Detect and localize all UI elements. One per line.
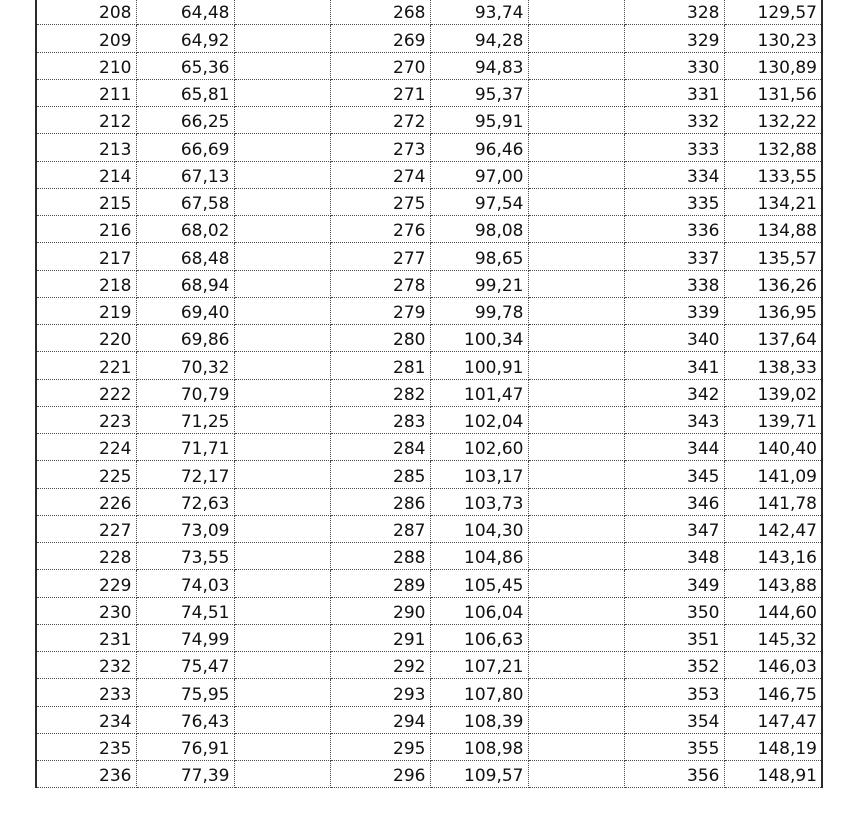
value-cell: 129,57 — [724, 0, 822, 25]
value-cell: 136,95 — [724, 297, 822, 324]
value-cell: 102,04 — [430, 406, 528, 433]
row-number-cell: 233 — [36, 679, 136, 706]
row-number-cell: 216 — [36, 216, 136, 243]
value-cell: 134,88 — [724, 216, 822, 243]
table-row — [36, 488, 822, 515]
spacer-cell — [528, 461, 624, 488]
value-cell: 71,71 — [136, 434, 234, 461]
value-cell: 100,34 — [430, 325, 528, 352]
spacer-cell — [528, 325, 624, 352]
value-cell: 75,47 — [136, 652, 234, 679]
value-cell: 106,04 — [430, 597, 528, 624]
value-cell: 68,94 — [136, 270, 234, 297]
row-number-cell: 279 — [330, 297, 430, 324]
value-cell: 67,58 — [136, 188, 234, 215]
row-number-cell: 230 — [36, 597, 136, 624]
table-row — [36, 161, 822, 188]
value-cell: 108,98 — [430, 733, 528, 760]
spacer-cell — [528, 624, 624, 651]
row-number-cell: 225 — [36, 461, 136, 488]
spacer-cell — [528, 733, 624, 760]
value-cell: 106,63 — [430, 624, 528, 651]
value-cell: 148,19 — [724, 733, 822, 760]
spacer-cell — [234, 25, 330, 52]
row-number-cell: 343 — [624, 406, 724, 433]
value-cell: 138,33 — [724, 352, 822, 379]
row-number-cell: 269 — [330, 25, 430, 52]
value-cell: 139,71 — [724, 406, 822, 433]
row-number-cell: 290 — [330, 597, 430, 624]
spacer-cell — [234, 0, 330, 25]
value-cell: 95,91 — [430, 107, 528, 134]
row-number-cell: 292 — [330, 652, 430, 679]
row-number-cell: 352 — [624, 652, 724, 679]
value-cell: 66,25 — [136, 107, 234, 134]
row-number-cell: 209 — [36, 25, 136, 52]
spacer-cell — [528, 570, 624, 597]
table-row — [36, 652, 822, 679]
table-row — [36, 79, 822, 106]
spacer-cell — [234, 297, 330, 324]
row-number-cell: 333 — [624, 134, 724, 161]
value-cell: 99,21 — [430, 270, 528, 297]
spacer-cell — [528, 134, 624, 161]
table-row — [36, 270, 822, 297]
spacer-cell — [528, 352, 624, 379]
row-number-cell: 349 — [624, 570, 724, 597]
value-cell: 146,75 — [724, 679, 822, 706]
value-cell: 102,60 — [430, 434, 528, 461]
row-number-cell: 270 — [330, 52, 430, 79]
value-cell: 97,00 — [430, 161, 528, 188]
spacer-cell — [234, 216, 330, 243]
row-number-cell: 276 — [330, 216, 430, 243]
spacer-cell — [528, 25, 624, 52]
spacer-cell — [234, 543, 330, 570]
row-number-cell: 224 — [36, 434, 136, 461]
spacer-cell — [234, 161, 330, 188]
row-number-cell: 221 — [36, 352, 136, 379]
spacer-cell — [234, 733, 330, 760]
spacer-cell — [528, 270, 624, 297]
row-number-cell: 231 — [36, 624, 136, 651]
spacer-cell — [234, 461, 330, 488]
row-number-cell: 355 — [624, 733, 724, 760]
table-row — [36, 352, 822, 379]
spacer-cell — [234, 434, 330, 461]
row-number-cell: 353 — [624, 679, 724, 706]
value-cell: 98,65 — [430, 243, 528, 270]
row-number-cell: 219 — [36, 297, 136, 324]
spacer-cell — [234, 515, 330, 542]
value-cell: 141,09 — [724, 461, 822, 488]
spacer-cell — [528, 488, 624, 515]
table-row — [36, 379, 822, 406]
value-cell: 97,54 — [430, 188, 528, 215]
spacer-cell — [528, 161, 624, 188]
value-cell: 133,55 — [724, 161, 822, 188]
table-body — [36, 0, 822, 788]
row-number-cell: 285 — [330, 461, 430, 488]
row-number-cell: 275 — [330, 188, 430, 215]
value-cell: 68,02 — [136, 216, 234, 243]
row-number-cell: 282 — [330, 379, 430, 406]
value-cell: 144,60 — [724, 597, 822, 624]
row-number-cell: 291 — [330, 624, 430, 651]
spacer-cell — [234, 624, 330, 651]
row-number-cell: 294 — [330, 706, 430, 733]
value-cell: 66,69 — [136, 134, 234, 161]
table-row — [36, 543, 822, 570]
row-number-cell: 345 — [624, 461, 724, 488]
row-number-cell: 213 — [36, 134, 136, 161]
table-row — [36, 25, 822, 52]
row-number-cell: 229 — [36, 570, 136, 597]
spacer-cell — [528, 679, 624, 706]
row-number-cell: 273 — [330, 134, 430, 161]
spacer-cell — [528, 107, 624, 134]
row-number-cell: 236 — [36, 761, 136, 788]
row-number-cell: 335 — [624, 188, 724, 215]
value-cell: 69,86 — [136, 325, 234, 352]
row-number-cell: 356 — [624, 761, 724, 788]
row-number-cell: 330 — [624, 52, 724, 79]
row-number-cell: 332 — [624, 107, 724, 134]
row-number-cell: 208 — [36, 0, 136, 25]
value-cell: 77,39 — [136, 761, 234, 788]
row-number-cell: 228 — [36, 543, 136, 570]
spacer-cell — [528, 216, 624, 243]
value-cell: 73,55 — [136, 543, 234, 570]
row-number-cell: 277 — [330, 243, 430, 270]
table-row — [36, 461, 822, 488]
value-cell: 99,78 — [430, 297, 528, 324]
value-cell: 94,28 — [430, 25, 528, 52]
spacer-cell — [234, 652, 330, 679]
row-number-cell: 220 — [36, 325, 136, 352]
spacer-cell — [528, 0, 624, 25]
row-number-cell: 271 — [330, 79, 430, 106]
row-number-cell: 346 — [624, 488, 724, 515]
table-row — [36, 597, 822, 624]
spacer-cell — [528, 243, 624, 270]
spacer-cell — [528, 379, 624, 406]
value-cell: 107,80 — [430, 679, 528, 706]
spacer-cell — [234, 52, 330, 79]
row-number-cell: 283 — [330, 406, 430, 433]
value-cell: 139,02 — [724, 379, 822, 406]
table-row — [36, 297, 822, 324]
value-cell: 103,17 — [430, 461, 528, 488]
spacer-cell — [234, 107, 330, 134]
value-cell: 64,92 — [136, 25, 234, 52]
row-number-cell: 280 — [330, 325, 430, 352]
value-cell: 104,86 — [430, 543, 528, 570]
row-number-cell: 223 — [36, 406, 136, 433]
table-row — [36, 52, 822, 79]
value-cell: 104,30 — [430, 515, 528, 542]
value-cell: 142,47 — [724, 515, 822, 542]
value-cell: 100,91 — [430, 352, 528, 379]
value-cell: 148,91 — [724, 761, 822, 788]
table-row — [36, 733, 822, 760]
value-cell: 140,40 — [724, 434, 822, 461]
value-cell: 65,36 — [136, 52, 234, 79]
value-cell: 74,03 — [136, 570, 234, 597]
value-cell: 94,83 — [430, 52, 528, 79]
row-number-cell: 342 — [624, 379, 724, 406]
value-cell: 131,56 — [724, 79, 822, 106]
value-cell: 130,23 — [724, 25, 822, 52]
value-cell: 146,03 — [724, 652, 822, 679]
value-cell: 70,32 — [136, 352, 234, 379]
value-cell: 101,47 — [430, 379, 528, 406]
spacer-cell — [528, 515, 624, 542]
spacer-cell — [528, 434, 624, 461]
value-cell: 145,32 — [724, 624, 822, 651]
row-number-cell: 295 — [330, 733, 430, 760]
row-number-cell: 212 — [36, 107, 136, 134]
spacer-cell — [528, 543, 624, 570]
row-number-cell: 336 — [624, 216, 724, 243]
spacer-cell — [234, 761, 330, 788]
table-row — [36, 216, 822, 243]
row-number-cell: 328 — [624, 0, 724, 25]
value-cell: 76,91 — [136, 733, 234, 760]
row-number-cell: 215 — [36, 188, 136, 215]
value-cell: 147,47 — [724, 706, 822, 733]
value-cell: 76,43 — [136, 706, 234, 733]
row-number-cell: 289 — [330, 570, 430, 597]
row-number-cell: 235 — [36, 733, 136, 760]
value-cell: 72,63 — [136, 488, 234, 515]
table-row — [36, 679, 822, 706]
row-number-cell: 268 — [330, 0, 430, 25]
value-cell: 98,08 — [430, 216, 528, 243]
row-number-cell: 218 — [36, 270, 136, 297]
row-number-cell: 344 — [624, 434, 724, 461]
row-number-cell: 348 — [624, 543, 724, 570]
value-cell: 136,26 — [724, 270, 822, 297]
row-number-cell: 234 — [36, 706, 136, 733]
row-number-cell: 211 — [36, 79, 136, 106]
spacer-cell — [528, 297, 624, 324]
value-cell: 96,46 — [430, 134, 528, 161]
value-cell: 108,39 — [430, 706, 528, 733]
value-cell: 75,95 — [136, 679, 234, 706]
table-row — [36, 434, 822, 461]
row-number-cell: 339 — [624, 297, 724, 324]
table-row — [36, 570, 822, 597]
row-number-cell: 227 — [36, 515, 136, 542]
table-row — [36, 107, 822, 134]
spacer-cell — [234, 243, 330, 270]
row-number-cell: 293 — [330, 679, 430, 706]
spacer-cell — [528, 188, 624, 215]
table-row — [36, 134, 822, 161]
value-cell: 137,64 — [724, 325, 822, 352]
spacer-cell — [234, 488, 330, 515]
value-cell: 135,57 — [724, 243, 822, 270]
value-cell: 130,89 — [724, 52, 822, 79]
value-cell: 143,88 — [724, 570, 822, 597]
row-number-cell: 350 — [624, 597, 724, 624]
spacer-cell — [234, 325, 330, 352]
value-cell: 71,25 — [136, 406, 234, 433]
row-number-cell: 274 — [330, 161, 430, 188]
row-number-cell: 338 — [624, 270, 724, 297]
spacer-cell — [528, 652, 624, 679]
table-row — [36, 188, 822, 215]
value-table — [35, 0, 823, 788]
value-cell: 68,48 — [136, 243, 234, 270]
spacer-cell — [234, 406, 330, 433]
value-cell: 132,88 — [724, 134, 822, 161]
value-cell: 74,99 — [136, 624, 234, 651]
spacer-cell — [528, 79, 624, 106]
spacer-cell — [234, 570, 330, 597]
value-cell: 109,57 — [430, 761, 528, 788]
row-number-cell: 210 — [36, 52, 136, 79]
value-cell: 132,22 — [724, 107, 822, 134]
value-cell: 143,16 — [724, 543, 822, 570]
value-cell: 134,21 — [724, 188, 822, 215]
value-cell: 74,51 — [136, 597, 234, 624]
row-number-cell: 341 — [624, 352, 724, 379]
row-number-cell: 286 — [330, 488, 430, 515]
row-number-cell: 281 — [330, 352, 430, 379]
row-number-cell: 217 — [36, 243, 136, 270]
row-number-cell: 278 — [330, 270, 430, 297]
row-number-cell: 287 — [330, 515, 430, 542]
spacer-cell — [234, 679, 330, 706]
spacer-cell — [528, 52, 624, 79]
spacer-cell — [528, 761, 624, 788]
table-row — [36, 243, 822, 270]
row-number-cell: 222 — [36, 379, 136, 406]
spacer-cell — [234, 597, 330, 624]
spacer-cell — [528, 706, 624, 733]
table-row — [36, 515, 822, 542]
row-number-cell: 340 — [624, 325, 724, 352]
value-cell: 73,09 — [136, 515, 234, 542]
row-number-cell: 354 — [624, 706, 724, 733]
table-row — [36, 0, 822, 25]
row-number-cell: 337 — [624, 243, 724, 270]
row-number-cell: 284 — [330, 434, 430, 461]
spacer-cell — [234, 270, 330, 297]
row-number-cell: 232 — [36, 652, 136, 679]
value-cell: 70,79 — [136, 379, 234, 406]
value-cell: 67,13 — [136, 161, 234, 188]
row-number-cell: 351 — [624, 624, 724, 651]
spacer-cell — [234, 134, 330, 161]
value-cell: 64,48 — [136, 0, 234, 25]
table-row — [36, 406, 822, 433]
table-row — [36, 624, 822, 651]
value-table-wrapper — [35, 0, 823, 788]
spacer-cell — [234, 379, 330, 406]
value-cell: 141,78 — [724, 488, 822, 515]
value-cell: 93,74 — [430, 0, 528, 25]
row-number-cell: 214 — [36, 161, 136, 188]
value-cell: 107,21 — [430, 652, 528, 679]
spacer-cell — [234, 706, 330, 733]
value-cell: 65,81 — [136, 79, 234, 106]
spacer-cell — [234, 79, 330, 106]
table-row — [36, 761, 822, 788]
spacer-cell — [234, 352, 330, 379]
row-number-cell: 272 — [330, 107, 430, 134]
row-number-cell: 331 — [624, 79, 724, 106]
table-row — [36, 325, 822, 352]
row-number-cell: 334 — [624, 161, 724, 188]
row-number-cell: 226 — [36, 488, 136, 515]
row-number-cell: 347 — [624, 515, 724, 542]
row-number-cell: 329 — [624, 25, 724, 52]
value-cell: 105,45 — [430, 570, 528, 597]
spacer-cell — [234, 188, 330, 215]
row-number-cell: 296 — [330, 761, 430, 788]
spacer-cell — [528, 406, 624, 433]
row-number-cell: 288 — [330, 543, 430, 570]
value-cell: 69,40 — [136, 297, 234, 324]
value-cell: 103,73 — [430, 488, 528, 515]
value-cell: 72,17 — [136, 461, 234, 488]
spacer-cell — [528, 597, 624, 624]
value-cell: 95,37 — [430, 79, 528, 106]
table-row — [36, 706, 822, 733]
